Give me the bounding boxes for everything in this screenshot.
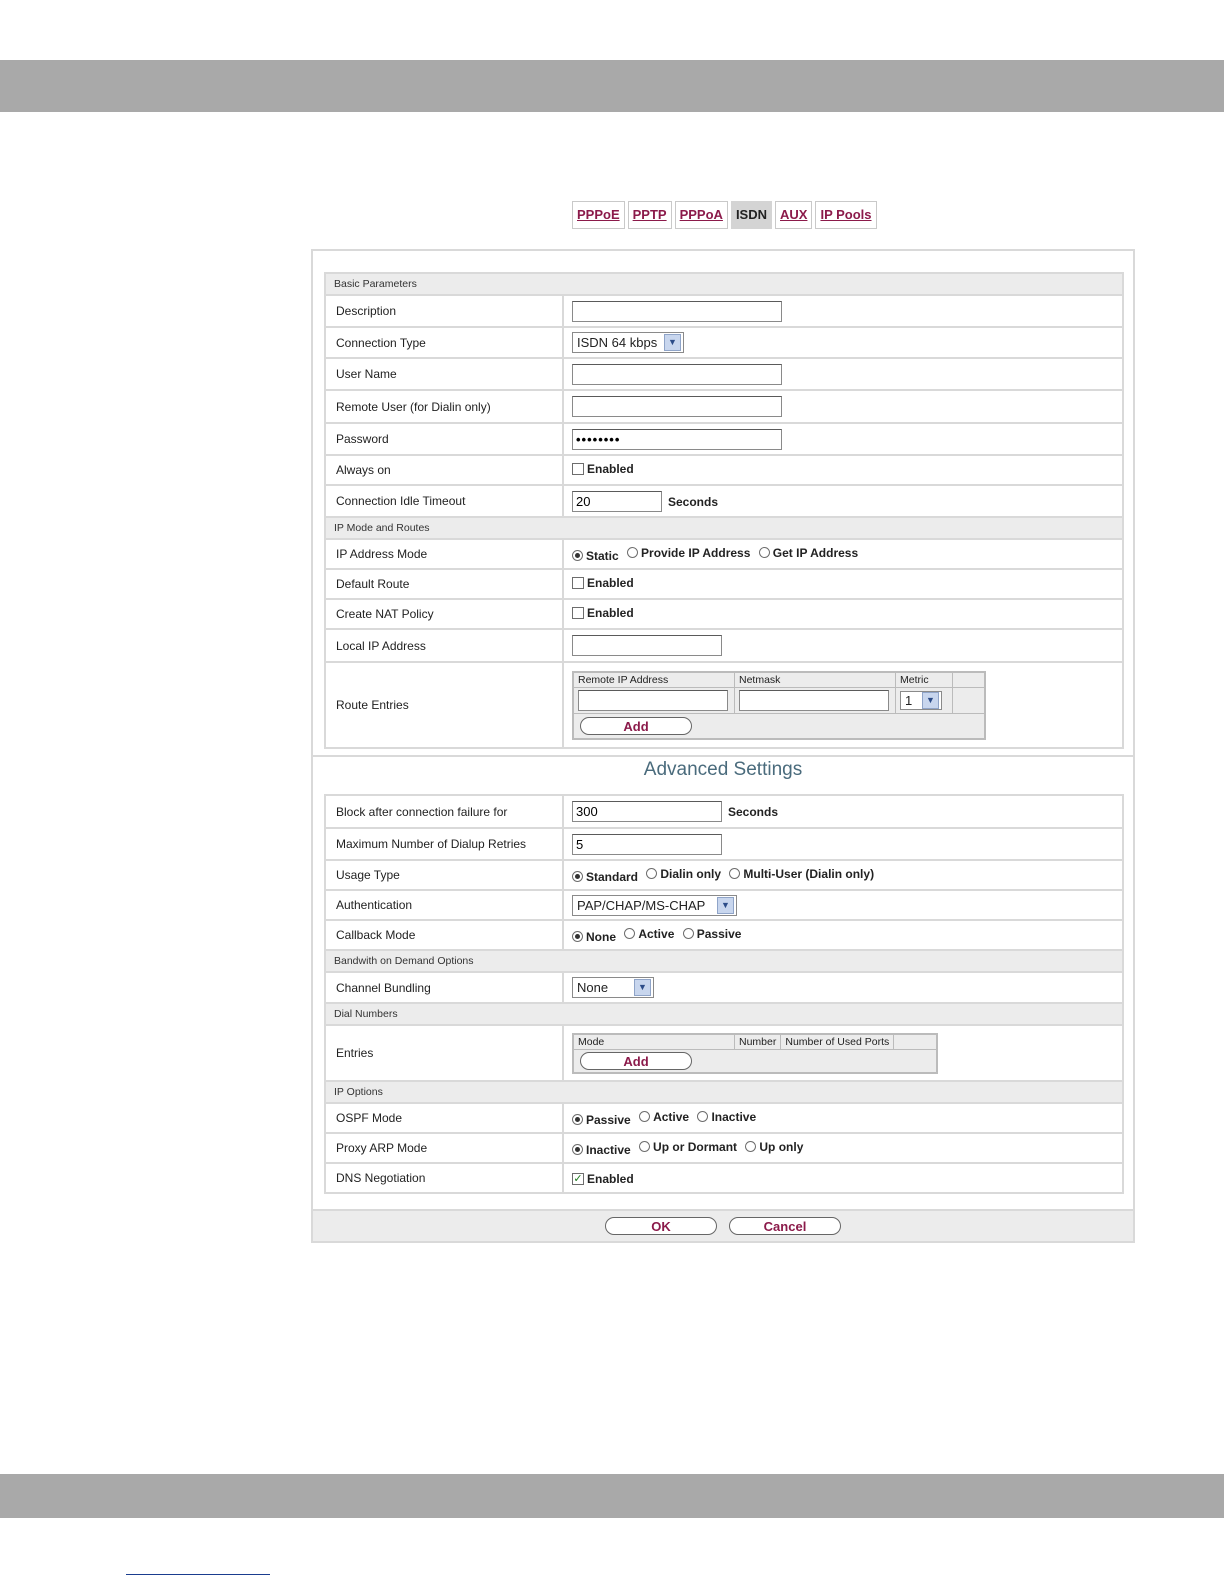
user-name-label: User Name: [325, 358, 563, 390]
metric-value: 1: [905, 692, 913, 708]
column-metric: Metric: [896, 672, 953, 688]
add-dial-number-button[interactable]: Add: [580, 1052, 692, 1070]
radio-selected-icon[interactable]: [572, 871, 583, 882]
entries-label: Entries: [325, 1025, 563, 1081]
header-band: [0, 60, 1224, 112]
always-on-checkbox[interactable]: [572, 463, 584, 475]
max-retries-label: Maximum Number of Dialup Retries: [325, 828, 563, 860]
settings-panel: [311, 249, 1135, 1243]
authentication-value: PAP/CHAP/MS-CHAP: [577, 897, 706, 913]
remote-user-label: Remote User (for Dialin only): [325, 390, 563, 423]
create-nat-label: Create NAT Policy: [325, 599, 563, 629]
proxy-arp-up-only-label: Up only: [759, 1139, 804, 1154]
proxy-arp-up-dormant-label: Up or Dormant: [653, 1139, 738, 1154]
radio-icon[interactable]: [627, 547, 638, 558]
create-nat-option[interactable]: [572, 606, 634, 620]
ospf-inactive-option[interactable]: [697, 1110, 756, 1124]
ip-mode-provide-option[interactable]: [627, 546, 750, 560]
always-on-option[interactable]: [572, 462, 634, 476]
radio-selected-icon[interactable]: [572, 1144, 583, 1155]
block-after-unit: Seconds: [728, 805, 779, 819]
max-retries-input[interactable]: [572, 834, 722, 855]
usage-type-label: Usage Type: [325, 860, 563, 890]
ip-mode-static-label: Static: [586, 548, 619, 563]
dns-negotiation-option-label: Enabled: [587, 1171, 634, 1186]
user-name-input[interactable]: [572, 364, 782, 385]
tab-aux[interactable]: AUX: [775, 201, 812, 229]
ip-mode-get-option[interactable]: [759, 546, 858, 560]
netmask-input[interactable]: [739, 690, 889, 711]
ip-mode-static-option[interactable]: [572, 549, 619, 563]
column-used-ports: Number of Used Ports: [781, 1034, 894, 1050]
form-footer: [313, 1209, 1133, 1241]
proxy-arp-inactive-label: Inactive: [586, 1142, 631, 1157]
callback-none-label: None: [586, 929, 616, 944]
cancel-button[interactable]: Cancel: [729, 1217, 841, 1235]
local-ip-input[interactable]: [572, 635, 722, 656]
password-input[interactable]: [572, 429, 782, 450]
authentication-label: Authentication: [325, 890, 563, 920]
channel-bundling-label: Channel Bundling: [325, 972, 563, 1003]
radio-icon[interactable]: [683, 928, 694, 939]
section-basic-parameters: Basic Parameters: [325, 273, 1123, 295]
metric-select[interactable]: [900, 691, 942, 710]
usage-standard-label: Standard: [586, 869, 639, 884]
add-route-button[interactable]: Add: [580, 717, 692, 735]
chevron-down-icon: ▼: [717, 897, 734, 914]
tab-pppoe[interactable]: PPPoE: [572, 201, 625, 229]
default-route-checkbox[interactable]: [572, 577, 584, 589]
usage-multiuser-option[interactable]: [729, 867, 874, 881]
local-ip-label: Local IP Address: [325, 629, 563, 662]
idle-timeout-label: Connection Idle Timeout: [325, 485, 563, 517]
ip-address-mode-label: IP Address Mode: [325, 539, 563, 569]
section-dial-numbers: Dial Numbers: [325, 1003, 1123, 1025]
proxy-arp-label: Proxy ARP Mode: [325, 1133, 563, 1163]
connection-type-select[interactable]: [572, 332, 684, 353]
ospf-passive-option[interactable]: [572, 1113, 631, 1127]
always-on-label: Always on: [325, 455, 563, 485]
radio-icon[interactable]: [646, 868, 657, 879]
section-bandwidth-on-demand: Bandwith on Demand Options: [325, 950, 1123, 972]
advanced-settings-title: Advanced Settings: [643, 759, 803, 780]
idle-timeout-unit: Seconds: [668, 494, 719, 509]
remote-ip-input[interactable]: [578, 690, 728, 711]
column-netmask: Netmask: [735, 672, 896, 688]
tab-pptp[interactable]: PPTP: [628, 201, 672, 229]
connection-tabs: [572, 201, 877, 229]
dns-negotiation-checkbox[interactable]: ✓: [573, 1172, 583, 1185]
block-after-label: Block after connection failure for: [325, 795, 563, 828]
radio-icon[interactable]: [729, 868, 740, 879]
radio-icon[interactable]: [745, 1141, 756, 1152]
footer-rule: [126, 1574, 270, 1575]
create-nat-checkbox[interactable]: [572, 607, 584, 619]
callback-passive-label: Passive: [696, 926, 742, 941]
ok-button[interactable]: OK: [605, 1217, 717, 1235]
radio-selected-icon[interactable]: [572, 1114, 583, 1125]
usage-multiuser-label: Multi-User (Dialin only): [743, 866, 875, 881]
tab-ip-pools[interactable]: IP Pools: [815, 201, 876, 229]
channel-bundling-select[interactable]: [572, 977, 654, 998]
usage-dialin-label: Dialin only: [660, 866, 722, 881]
radio-selected-icon[interactable]: [572, 931, 583, 942]
idle-timeout-input[interactable]: [572, 491, 662, 512]
radio-icon[interactable]: [759, 547, 770, 558]
ospf-active-option[interactable]: [639, 1110, 689, 1124]
ospf-active-label: Active: [653, 1109, 690, 1124]
channel-bundling-value: None: [577, 980, 609, 995]
description-input[interactable]: [572, 301, 782, 322]
advanced-settings-table: [324, 794, 1124, 1194]
radio-icon[interactable]: [697, 1111, 708, 1122]
ospf-passive-label: Passive: [586, 1112, 631, 1127]
route-entries-label: Route Entries: [325, 662, 563, 748]
callback-none-option[interactable]: [572, 930, 616, 944]
route-entries-grid: [572, 671, 986, 740]
proxy-arp-up-dormant-option[interactable]: [639, 1140, 737, 1154]
description-label: Description: [325, 295, 563, 327]
section-ip-options: IP Options: [325, 1081, 1123, 1103]
column-mode: Mode: [573, 1034, 735, 1050]
usage-standard-option[interactable]: [572, 870, 638, 884]
ospf-mode-label: OSPF Mode: [325, 1103, 563, 1133]
section-ip-mode-routes: IP Mode and Routes: [325, 517, 1123, 539]
radio-icon[interactable]: [624, 928, 635, 939]
column-number: Number: [735, 1034, 781, 1050]
chevron-down-icon: ▼: [664, 334, 681, 351]
authentication-select[interactable]: [572, 895, 737, 916]
always-on-option-label: Enabled: [587, 462, 634, 476]
ospf-inactive-label: Inactive: [711, 1109, 757, 1124]
usage-dialin-option[interactable]: [646, 867, 721, 881]
callback-passive-option[interactable]: [683, 927, 742, 941]
section-divider: [313, 755, 1133, 757]
password-label: Password: [325, 423, 563, 455]
tab-isdn[interactable]: ISDN: [731, 201, 772, 229]
dns-negotiation-label: DNS Negotiation: [325, 1163, 563, 1193]
default-route-option-label: Enabled: [587, 576, 634, 590]
remote-user-input[interactable]: [572, 396, 782, 417]
radio-icon[interactable]: [639, 1111, 650, 1122]
ip-mode-get-label: Get IP Address: [772, 545, 859, 560]
callback-active-label: Active: [638, 926, 675, 941]
proxy-arp-up-only-option[interactable]: [745, 1140, 803, 1154]
connection-type-label: Connection Type: [325, 327, 563, 358]
tab-pppoa[interactable]: PPPoA: [675, 201, 728, 229]
chevron-down-icon: ▼: [634, 979, 651, 996]
block-after-input[interactable]: [572, 801, 722, 822]
basic-settings-table: [324, 272, 1124, 749]
radio-selected-icon[interactable]: [572, 550, 583, 561]
callback-mode-label: Callback Mode: [325, 920, 563, 950]
footer-band: [0, 1474, 1224, 1518]
proxy-arp-inactive-option[interactable]: [572, 1143, 631, 1157]
radio-icon[interactable]: [639, 1141, 650, 1152]
dns-negotiation-option[interactable]: [572, 1172, 634, 1186]
default-route-option[interactable]: [572, 576, 634, 590]
dial-numbers-grid: [572, 1033, 938, 1074]
chevron-down-icon: ▼: [922, 692, 939, 709]
column-remote-ip: Remote IP Address: [573, 672, 735, 688]
connection-type-value: ISDN 64 kbps: [577, 335, 658, 350]
ip-mode-provide-label: Provide IP Address: [641, 545, 751, 560]
default-route-label: Default Route: [325, 569, 563, 599]
create-nat-option-label: Enabled: [587, 606, 634, 620]
callback-active-option[interactable]: [624, 927, 674, 941]
